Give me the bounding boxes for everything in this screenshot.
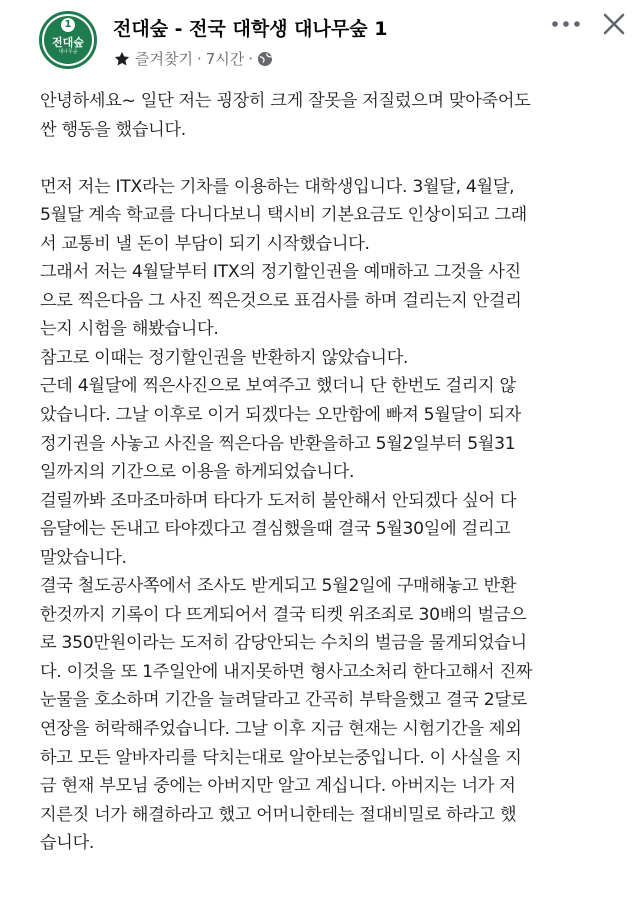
post-text-line: 걸릴까봐 조마조마하며 타다가 도저히 불안해서 안되겠다 싶어 다 <box>40 490 517 511</box>
post-meta <box>113 48 273 69</box>
post-text-line: 정기권을 사놓고 사진을 찍은다음 반환을하고 5월2일부터 5월31 <box>40 433 516 454</box>
post-text-line: 았습니다. 그날 이후로 이거 되겠다는 오만함에 빠져 5월달이 되자 <box>40 405 521 426</box>
post-text-line: 하고 모든 알바자리를 닥치는대로 알아보는중입니다. 이 사실을 지 <box>40 747 522 768</box>
post-text-line: 그래서 저는 4월달부터 ITX의 정기할인권을 예매하고 그것을 사진 <box>40 262 521 283</box>
post-text-line: 습니다. <box>40 833 95 854</box>
post-time[interactable]: 7시간 <box>205 50 245 68</box>
group-avatar-logo <box>44 16 92 64</box>
group-name[interactable]: 전대숲 - 전국 대학생 대나무숲 1 <box>113 18 388 40</box>
post-text-line: 서 교통비 낼 돈이 부담이 되기 시작했습니다. <box>40 233 370 254</box>
star-icon <box>113 50 131 68</box>
avatar-name: 전대숲 <box>52 36 84 49</box>
post-text-line: 5월달 계속 학교를 다니다보니 택시비 기본요금도 인상이되고 그래 <box>40 205 527 226</box>
post-text-line: 먼저 저는 ITX라는 기차를 이용하는 대학생입니다. 3월달, 4월달, <box>40 176 515 197</box>
more-horizontal-icon <box>549 19 583 29</box>
post-text-line: 안녕하세요~ 일단 저는 굉장히 크게 잘못을 저질렀으며 맞아죽어도 <box>40 91 531 111</box>
post-text-line: 눈물을 호소하며 기간을 늘려달라고 간곡히 부탁을했고 결국 2달로 <box>40 690 527 711</box>
group-avatar[interactable] <box>39 11 97 69</box>
post-text-line: 말았습니다. <box>40 547 127 568</box>
close-button[interactable] <box>596 6 632 42</box>
post-text-line: 으로 찍은다음 그 사진 찍은것으로 표검사를 하며 걸리는지 안걸리 <box>40 290 522 311</box>
post-text-line: 참고로 이때는 정기할인권을 반환하지 않았습니다. <box>40 347 409 368</box>
post-text-line: 일까지의 기간으로 이용을 하게되었습니다. <box>40 462 355 483</box>
avatar-number: 1 <box>61 18 75 32</box>
post-text-line: 지른짓 너가 해결하라고 했고 어머니한테는 절대비밀로 하라고 했 <box>40 804 517 825</box>
paragraph-spacer <box>40 144 640 173</box>
meta-separator-2: · <box>248 49 254 68</box>
post-text-line: 는지 시험을 해봤습니다. <box>40 319 219 340</box>
close-icon <box>602 12 626 36</box>
avatar-subtitle: 대나무숲 <box>58 49 78 55</box>
post-body <box>40 87 640 858</box>
more-options-button[interactable] <box>546 8 586 40</box>
post-text-line: 연장을 허락해주었습니다. 그날 이후 지금 현재는 시험기간을 제외 <box>40 719 522 740</box>
globe-icon <box>257 51 273 67</box>
post-text-line: 금 현재 부모님 중에는 아버지만 알고 계십니다. 아버지는 너가 저 <box>40 776 516 797</box>
post-text-line: 음달에는 돈내고 타야겠다고 결심했을때 결국 5월30일에 걸리고 <box>40 519 511 540</box>
post-text-line: 싼 행동을 했습니다. <box>40 119 186 140</box>
post-text-line: 한것까지 기록이 다 뜨게되어서 결국 티켓 위조죄로 30배의 벌금으 <box>40 604 527 625</box>
favorite-label[interactable]: 즐겨찾기 <box>135 50 193 68</box>
post-header <box>0 0 642 84</box>
post-text-line: 로 350만원이라는 도저히 감당안되는 수치의 벌금을 물게되었습니 <box>40 633 527 654</box>
post-text-line: 근데 4월달에 찍은사진으로 보여주고 했더니 단 한번도 걸리지 않 <box>40 376 516 397</box>
meta-separator: · <box>196 49 202 68</box>
post-text-line: 결국 철도공사쪽에서 조사도 받게되고 5월2일에 구매해놓고 반환 <box>40 576 517 597</box>
post-text-line: 다. 이것을 또 1주일안에 내지못하면 형사고소처리 한다고해서 진짜 <box>40 661 533 682</box>
